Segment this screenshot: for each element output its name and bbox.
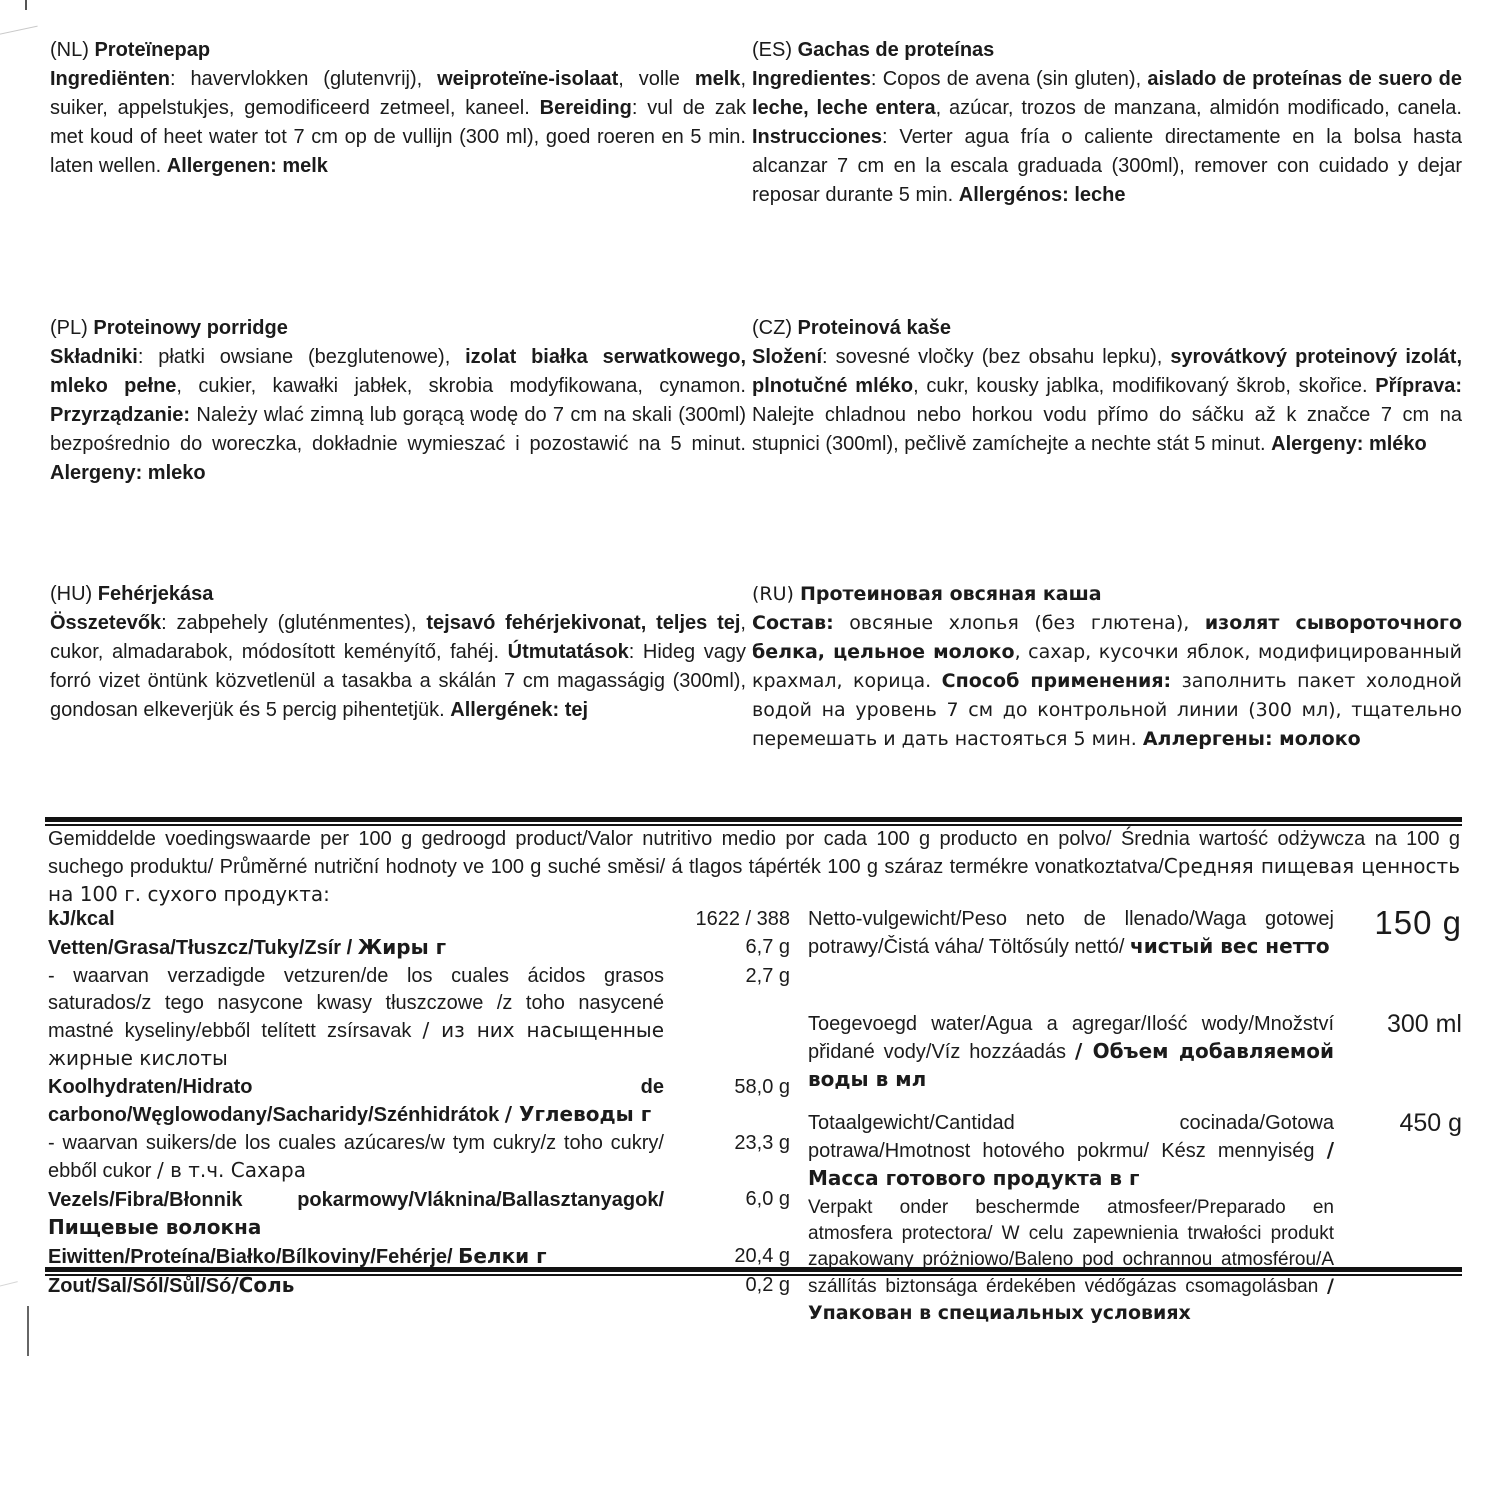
nutrient-label: Verpakt onder beschermde atmosfeer/Preparado en atmosfera protectora/ W celu zapewnienia trwałości produkt zapakowany próżniowo/Baleno pod ochrannou atmosférou/A szállítás biztonsága érdekében védőgázas csomagolásban / Упакован в специальных условиях [808,1197,1334,1324]
lang-section-ru [752,580,1462,754]
language-row-1 [50,36,1462,210]
lang-section-pl [50,314,746,488]
product-name: Proteinová kaše [797,317,951,339]
nutrition-table-row [48,963,790,1073]
nutrient-value: 450 g [1399,1109,1462,1137]
ingredients-text-ru: Состав: овсяные хлопья (без глютена), изолят сывороточного белка, цельное молоко, сахар, кусочки яблок, модифицированный крахмал, корица. Способ применения: заполнить пакет холодной водой на уровень 7 см до контрольной линии (300 мл), тщательно перемешать и дать настояться 5 мин. Аллергены: молоко [752,612,1463,750]
nutrient-label: Eiwitten/Proteína/Białko/Bílkoviny/Fehérje/ Белки г [48,1244,547,1268]
nutrient-label: Totaalgewicht/Cantidad cocinada/Gotowa potrawa/Hmotnost hotového pokrmu/ Kész mennyiség / Масса готового продукта в г [808,1112,1334,1190]
nutrient-value: 6,7 g [745,936,790,958]
nutrition-table-row [48,934,790,962]
lang-section-nl [50,36,746,210]
ingredients-text-cz: Složení: sovesné vločky (bez obsahu lepku), syrovátkový proteinový izolát, plnotučné mléko, cukr, kousky jablka, modifikovaný škrob, skořice. Příprava: Nalejte chladnou nebo horkou vodu přímo do sáčku až k značce 7 cm na stupnici (300ml), pečlivě zamíchejte a nechte stát 5 minut. Alergeny: mléko [752,346,1463,455]
package-info-row [808,906,1462,961]
package-info-row [808,1195,1462,1327]
ingredients-text-hu: Összetevők: zabpehely (gluténmentes), tejsavó fehérjekivonat, teljes tej, cukor, almadarabok, módosított keményítő, fahéj. Útmutatások: Hideg vagy forró vizet öntünk közvetlenül a tasakba a skálán 7 cm magasságig (300ml), gondosan elkeverjük és 5 percig pihentetjük. Allergének: tej [50,612,747,721]
nutrient-value: 58,0 g [734,1076,790,1098]
lang-tag: (CZ) [752,317,792,339]
product-name: Fehérjekása [97,583,214,605]
package-info-row [808,1110,1462,1193]
nutrient-label: Vezels/Fibra/Błonnik pokarmowy/Vláknina/Ballasztanyagok/ Пищевые волокна [48,1189,664,1239]
lang-tag: (HU) [50,583,93,605]
nutrition-table-row [48,1186,790,1242]
nutrient-label: Vetten/Grasa/Tłuszcz/Tuky/Zsír / Жиры г [48,935,447,959]
lang-section-es [752,36,1462,210]
nutrition-table-header: Gemiddelde voedingswaarde per 100 g gedroogd product/Valor nutritivo medio por cada 100 g producto en polvo/ Średnia wartość odżywcza na 100 g suchego produktu/ Průměrné nutriční hodnoty ve 100 g suché směsi/ á tlagos tápérték 100 g száraz termékre vonatkoztatva/Средняя пищевая ценность на 100 г. сухого продукта: [48,828,1460,906]
package-info-row [808,1011,1462,1094]
lang-section-hu [50,580,746,754]
lang-tag: (PL) [50,317,88,339]
table-bottom-rule [45,1267,1462,1276]
lang-tag: (ES) [752,39,792,61]
nutrient-label: Netto-vulgewicht/Peso neto de llenado/Waga gotowej potrawy/Čistá váha/ Töltősúly nettó/ чистый вес нетто [808,908,1334,958]
nutrition-table-row [48,1272,790,1300]
language-row-3 [50,580,1462,754]
section-title-hu [50,580,746,609]
section-title-ru [752,580,1462,609]
product-name: Proteïnepap [94,39,211,61]
product-name: Протеиновая овсяная каша [799,583,1102,605]
product-name: Gachas de proteínas [797,39,995,61]
nutrient-label: Toegevoegd water/Agua a agregar/Ilość wody/Množství přidané vody/Víz hozzáadás / Объем добавляемой воды в мл [808,1013,1335,1091]
lang-tag: (RU) [752,583,794,605]
crop-mark-bottom-left [27,1306,29,1356]
nutrition-table-row [48,1074,790,1129]
nutrition-table-row [48,1130,790,1185]
nutrition-values-column [48,906,790,1301]
nutrient-label: kJ/kcal [48,908,115,930]
package-info-column [808,906,1462,1328]
table-top-rule [45,817,1462,826]
lang-tag: (NL) [50,39,89,61]
crop-mark-top-left [25,0,27,10]
ingredients-text-es: Ingredientes: Copos de avena (sin gluten), aislado de proteínas de suero de leche, leche entera, azúcar, trozos de manzana, almidón modificado, canela. Instrucciones: Verter agua fría o caliente directamente en la bolsa hasta alcanzar 7 cm en la escala graduada (300ml), remover con cuidado y dejar reposar durante 5 min. Allergénos: leche [752,68,1462,206]
crop-mark-diagonal-bottom [0,1281,18,1288]
product-name: Proteinowy porridge [93,317,288,339]
nutrient-value: 20,4 g [734,1245,790,1267]
nutrient-label: Zout/Sal/Sól/Sůl/Só/Соль [48,1273,295,1297]
nutrient-label: - waarvan verzadigde vetzuren/de los cuales ácidos grasos saturados/z tego nasycone kwasy tłuszczowe /z toho nasycené mastné kyseliny/ebből telített zsírsavak / из них насыщенные жирные кислоты [48,965,665,1070]
nutrient-value: 2,7 g [745,965,790,987]
nutrient-value: 23,3 g [734,1132,790,1154]
lang-section-cz [752,314,1462,488]
nutrient-label: - waarvan suikers/de los cuales azúcares/w tym cukry/z toho cukry/ ebből cukor / в т.ч. Сахара [48,1132,664,1182]
nutrient-value: 150 g [1374,904,1462,941]
nutrient-value: 300 ml [1386,1010,1462,1038]
section-title-nl [50,36,746,65]
nutrient-label: Koolhydraten/Hidrato de carbono/Węglowodany/Sacharidy/Szénhidrátok / Углеводы г [48,1076,664,1126]
language-row-2 [50,314,1462,488]
nutrient-value: 0,2 g [745,1274,790,1296]
crop-mark-diagonal-top [0,26,38,36]
section-title-es [752,36,1462,65]
section-title-pl [50,314,746,343]
nutrient-value: 1622 / 388 [695,908,790,930]
nutrient-value: 6,0 g [745,1188,790,1210]
ingredients-text-nl: Ingrediënten: havervlokken (glutenvrij), weiproteïne-isolaat, volle melk, suiker, appelstukjes, gemodificeerd zetmeel, kaneel. Bereiding: vul de zak met koud of heet water tot 7 cm op de vullijn (300 ml), goed roeren en 5 min. laten wellen. Allergenen: melk [50,68,746,177]
ingredients-text-pl: Składniki: płatki owsiane (bezglutenowe), izolat białka serwatkowego, mleko pełne, cukier, kawałki jabłek, skrobia modyfikowana, cynamon. Przyrządzanie: Należy wlać zimną lub gorącą wodę do 7 cm na skali (300ml) bezpośrednio do woreczka, dokładnie wymieszać i pozostawić na 5 minut. Alergeny: mleko [50,346,747,484]
nutrition-table-row [48,906,790,933]
section-title-cz [752,314,1462,343]
